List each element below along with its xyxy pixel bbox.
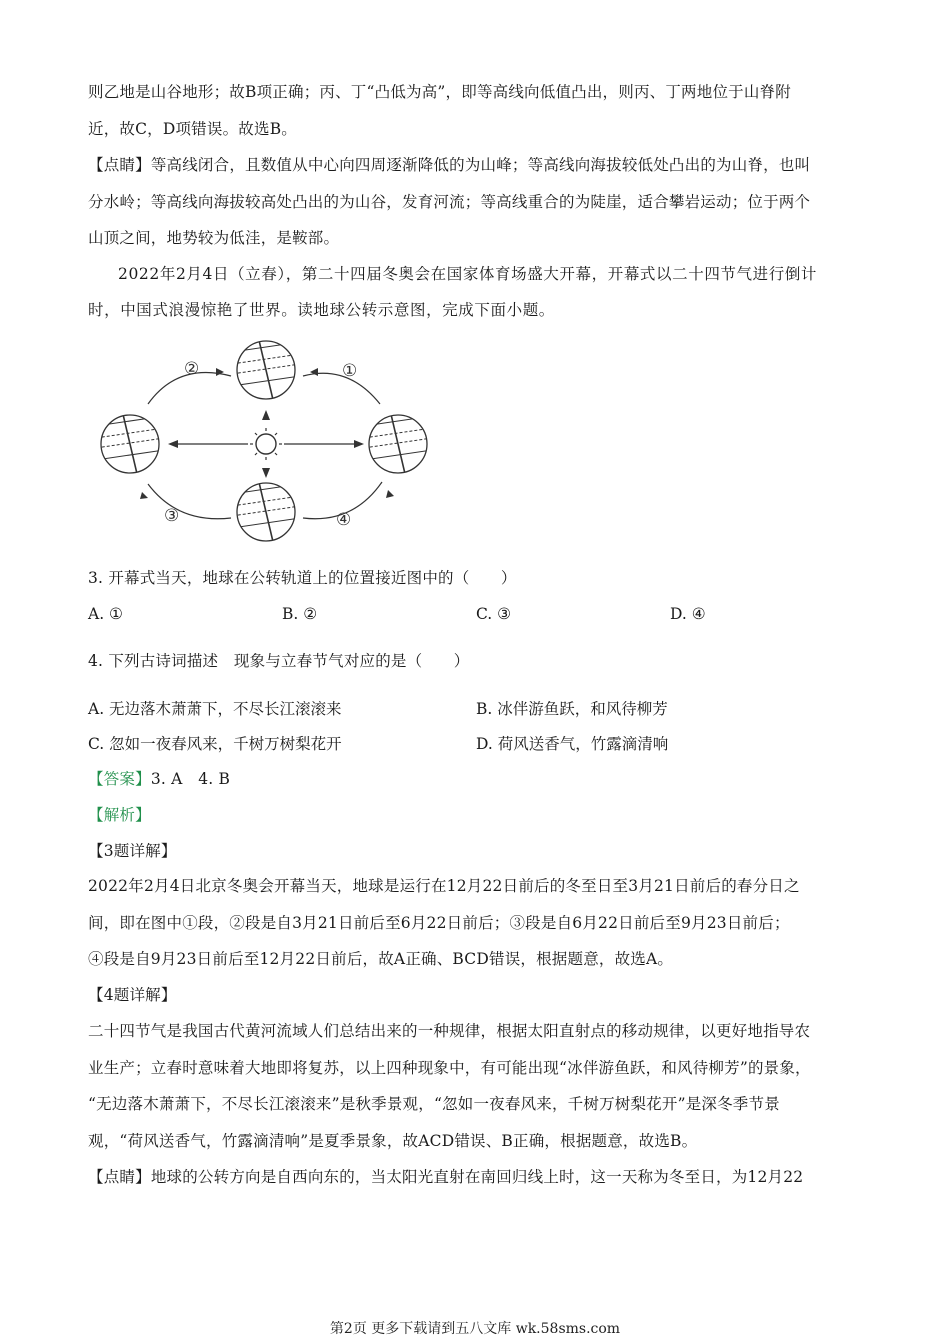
position-label: ③ — [164, 506, 180, 526]
paragraph-line: 分水岭；等高线向海拔较高处凸出的为山谷，发育河流；等高线重合的为陡崖，适合攀岩运动；位于两个 — [88, 193, 811, 211]
position-label: ② — [184, 359, 200, 379]
paragraph-line: “无边落木萧萧下，不尽长江滚滚来”是秋季景观，“忽如一夜春风来，千树万树梨花开”是深冬季节景 — [88, 1095, 780, 1113]
question-3-stem: 3. 开幕式当天，地球在公转轨道上的位置接近图中的（ ） — [88, 569, 517, 587]
q4-option-a[interactable]: A. 无边落木萧萧下，不尽长江滚滚来 — [88, 700, 342, 718]
paragraph-line: 业生产；立春时意味着大地即将复苏，以上四种现象中，有可能出现“冰伴游鱼跃，和风待柳芳”的景象， — [88, 1059, 811, 1077]
note-paragraph — [88, 1167, 864, 1187]
q4-detail-label: 【4题详解】 — [88, 986, 177, 1004]
note-label: 【点睛】 — [88, 156, 151, 174]
sun-icon — [250, 428, 282, 460]
note-paragraph — [88, 155, 864, 175]
arrowhead — [262, 468, 270, 478]
earth-globe — [98, 410, 178, 478]
note-text: 等高线闭合，且数值从中心向四周逐渐降低的为山峰；等高线向海拔较低处凸出的为山脊，也叫 — [150, 156, 811, 174]
note-label: 【点睛】 — [88, 1168, 151, 1186]
arrowhead — [168, 440, 178, 448]
earth-globe — [350, 410, 446, 478]
earth-revolution-diagram — [98, 332, 448, 554]
paragraph-line: 近，故C，D项错误。故选B。 — [88, 120, 297, 138]
intro-line: 时，中国式浪漫惊艳了世界。读地球公转示意图，完成下面小题。 — [88, 301, 555, 319]
answer-line — [88, 769, 864, 789]
arrowhead — [354, 440, 364, 448]
q3-option-a[interactable]: A. ① — [88, 605, 123, 623]
position-label: ④ — [336, 510, 352, 530]
paragraph-line: 观，“荷风送香气，竹露滴清响”是夏季景象，故ACD错误、B正确，根据题意，故选B。 — [88, 1132, 698, 1150]
paragraph-line: ④段是自9月23日前后至12月22日前后，故A正确、BCD错误，根据题意，故选A。 — [88, 950, 674, 968]
q3-detail-label: 【3题详解】 — [88, 842, 177, 860]
earth-globe — [218, 336, 314, 404]
paragraph-line: 间，即在图中①段，②段是自3月21日前后至6月22日前后；③段是自6月22日前后至9月23日前后； — [88, 914, 790, 932]
q3-option-d[interactable]: D. ④ — [670, 605, 706, 623]
earth-globe — [218, 478, 314, 546]
orbit-arc — [148, 484, 231, 519]
q4-option-c[interactable]: C. 忽如一夜春风来，千树万树梨花开 — [88, 735, 342, 753]
paragraph-line: 山顶之间，地势较为低洼，是鞍部。 — [88, 229, 340, 247]
q4-option-b[interactable]: B. 冰伴游鱼跃，和风待柳芳 — [476, 700, 668, 718]
position-label: ① — [342, 361, 358, 381]
q3-option-b[interactable]: B. ② — [282, 605, 318, 623]
paragraph-line: 则乙地是山谷地形；故B项正确；丙、丁“凸低为高”，即等高线向低值凸出，则丙、丁两地位于山脊附 — [88, 83, 791, 101]
q4-option-d[interactable]: D. 荷风送香气，竹露滴清响 — [476, 735, 669, 753]
page-footer: 第2页 更多下载请到五八文库 wk.58sms.com — [329, 1321, 621, 1337]
arrowhead — [262, 410, 270, 420]
answer-label: 【答案】 — [88, 770, 151, 788]
question-4-stem: 4. 下列古诗词描述 现象与立春节气对应的是（ ） — [88, 652, 470, 670]
note-text: 地球的公转方向是自西向东的，当太阳光直射在南回归线上时，这一天称为冬至日，为12月22 — [150, 1168, 804, 1186]
arrowhead — [140, 492, 148, 499]
intro-line: 2022年2月4日（立春），第二十四届冬奥会在国家体育场盛大开幕，开幕式以二十四节气进行倒计 — [118, 265, 818, 283]
answer-text: 3. A 4. B — [150, 770, 231, 788]
arrowhead — [386, 490, 394, 498]
paragraph-line: 2022年2月4日北京冬奥会开幕当天，地球是运行在12月22日前后的冬至日至3月21日前后的春分日之 — [88, 877, 800, 895]
arrowhead — [216, 368, 224, 376]
q3-option-c[interactable]: C. ③ — [476, 605, 512, 623]
analysis-label: 【解析】 — [88, 806, 151, 824]
paragraph-line: 二十四节气是我国古代黄河流域人们总结出来的一种规律，根据太阳直射点的移动规律，以更好地指导农 — [88, 1022, 811, 1040]
